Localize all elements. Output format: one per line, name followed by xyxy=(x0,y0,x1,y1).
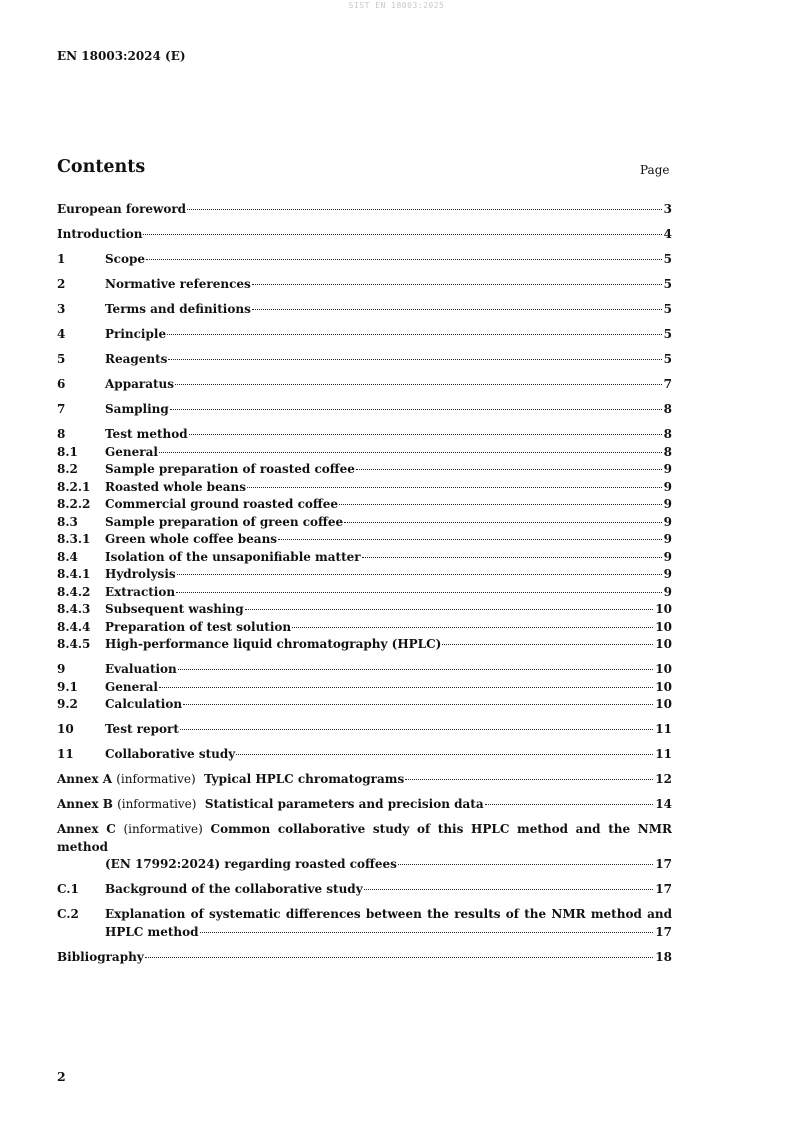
toc-entry-number: 8.4.2 xyxy=(57,584,91,599)
watermark: SIST EN 18003:2025 xyxy=(348,1,445,10)
toc-entry-page: 10 xyxy=(655,619,672,634)
toc-entry-title: Green whole coffee beans xyxy=(105,532,278,546)
toc-entry-page: 17 xyxy=(655,857,672,871)
toc-entry-title: High-performance liquid chromatography (HPLC) xyxy=(105,637,442,651)
toc-entry-title: European foreword xyxy=(57,202,187,216)
toc-entry-number: 9.2 xyxy=(57,697,78,711)
toc-entry-isolation-unsaponifiable[interactable] xyxy=(57,549,672,567)
toc-leader-dots xyxy=(398,864,653,865)
toc-leader-dots xyxy=(187,209,662,210)
toc-entry-page: 18 xyxy=(655,949,672,964)
toc-entry-test-report[interactable] xyxy=(57,721,672,739)
toc-entry-number: 8.4.3 xyxy=(57,602,91,616)
toc-leader-dots xyxy=(405,779,653,780)
toc-entry-page: 12 xyxy=(655,772,672,786)
annex-title: Statistical parameters and precision data xyxy=(204,797,484,811)
toc-entry-commercial-ground[interactable] xyxy=(57,496,672,514)
toc-entry-page: 17 xyxy=(655,924,672,939)
toc-entry-sampling[interactable] xyxy=(57,401,672,419)
annex-type: (informative) xyxy=(123,822,203,836)
toc-entry-page: 4 xyxy=(663,227,672,241)
toc-entry-title: Scope xyxy=(105,252,146,266)
toc-entry-number: 8.3 xyxy=(57,514,78,529)
toc-entry-number: 10 xyxy=(57,722,74,736)
toc-entry-title: General xyxy=(105,679,158,694)
toc-entry-title: Principle xyxy=(105,327,167,341)
toc-entry-page: 5 xyxy=(663,302,672,316)
toc-entry-title: Hydrolysis xyxy=(105,567,176,581)
toc-entry-number: 5 xyxy=(57,352,66,366)
toc-entry-page: 3 xyxy=(663,202,672,216)
toc-entry-page: 17 xyxy=(655,882,672,896)
toc-entry-number: 8.4.4 xyxy=(57,619,91,634)
c2-line-1 xyxy=(57,906,672,924)
toc-entry-collaborative-study[interactable] xyxy=(57,746,672,764)
toc-entry-page: 9 xyxy=(663,497,672,511)
toc-entry-page: 14 xyxy=(655,797,672,811)
toc-entry-page: 5 xyxy=(663,352,672,366)
toc-entry-number: 9 xyxy=(57,662,66,676)
toc-leader-dots xyxy=(146,259,662,260)
toc-entry-title: Sample preparation of green coffee xyxy=(105,514,344,529)
toc-entry-page: 10 xyxy=(655,602,672,616)
toc-entry-title: Roasted whole beans xyxy=(105,479,246,494)
toc-entry-roasted-whole-beans[interactable] xyxy=(57,479,672,497)
toc-entry-evaluation-general[interactable] xyxy=(57,679,672,697)
toc-leader-dots xyxy=(159,452,662,453)
toc-entry-bibliography[interactable] xyxy=(57,949,672,967)
toc-entry-title-continued: HPLC method xyxy=(105,924,199,939)
toc-entry-page: 9 xyxy=(663,514,672,529)
toc-leader-dots xyxy=(252,309,662,310)
toc-leader-dots xyxy=(159,687,653,688)
toc-entry-title: Explanation of systematic differences between the results of the NMR method and xyxy=(105,907,672,921)
toc-leader-dots xyxy=(247,487,662,488)
toc-entry-title: Terms and definitions xyxy=(105,302,251,316)
toc-entry-page: 5 xyxy=(663,252,672,266)
toc-entry-page: 10 xyxy=(655,662,672,676)
toc-entry-title xyxy=(57,821,672,856)
toc-leader-dots xyxy=(177,574,662,575)
toc-entry-title: Extraction xyxy=(105,584,176,599)
annex-type: (informative) xyxy=(116,772,196,786)
toc-entry-page: 9 xyxy=(663,584,672,599)
toc-entry-page: 8 xyxy=(663,444,672,459)
toc-leader-dots xyxy=(442,644,653,645)
toc-entry-number: 8.4.1 xyxy=(57,567,91,581)
toc-entry-evaluation[interactable] xyxy=(57,661,672,679)
toc-entry-page: 8 xyxy=(663,427,672,441)
toc-entry-annex-c[interactable] xyxy=(57,821,672,874)
toc-entry-subsequent-washing[interactable] xyxy=(57,601,672,619)
toc-entry-annex-b[interactable] xyxy=(57,796,672,814)
toc-entry-title: Introduction xyxy=(57,227,143,241)
toc-entry-general[interactable] xyxy=(57,444,672,462)
toc-leader-dots xyxy=(356,469,662,470)
annex-label: Annex A xyxy=(57,772,113,786)
toc-entry-page: 8 xyxy=(663,402,672,416)
toc-entry-title: Test report xyxy=(105,722,179,736)
toc-entry-page: 9 xyxy=(663,549,672,564)
toc-entry-title: Preparation of test solution xyxy=(105,619,292,634)
table-of-contents xyxy=(57,201,672,966)
toc-entry-number: 8.2.2 xyxy=(57,497,91,511)
toc-leader-dots xyxy=(292,627,653,628)
annex-title: Typical HPLC chromatograms xyxy=(204,772,405,786)
toc-entry-number: 8.2.1 xyxy=(57,479,91,494)
toc-entry-extraction[interactable] xyxy=(57,584,672,602)
toc-entry-introduction[interactable] xyxy=(57,226,672,244)
toc-entry-title: Bibliography xyxy=(57,949,144,964)
toc-entry-title: Commercial ground roasted coffee xyxy=(105,497,339,511)
toc-entry-page: 11 xyxy=(655,722,672,736)
annex-c-line-1 xyxy=(57,821,672,856)
toc-entry-european-foreword[interactable] xyxy=(57,201,672,219)
toc-entry-number: 9.1 xyxy=(57,679,78,694)
toc-entry-c1[interactable] xyxy=(57,881,672,899)
toc-entry-number: 8 xyxy=(57,427,66,441)
toc-entry-apparatus[interactable] xyxy=(57,376,672,394)
toc-entry-preparation-test-solution[interactable] xyxy=(57,619,672,637)
toc-entry-title xyxy=(57,771,404,789)
toc-entry-title: Evaluation xyxy=(105,662,177,676)
toc-leader-dots xyxy=(344,522,661,523)
toc-entry-title: General xyxy=(105,444,158,459)
toc-entry-page: 9 xyxy=(663,532,672,546)
toc-leader-dots xyxy=(167,334,662,335)
toc-leader-dots xyxy=(339,504,662,505)
toc-entry-page: 9 xyxy=(663,479,672,494)
toc-entry-title: Subsequent washing xyxy=(105,602,244,616)
toc-entry-page: 10 xyxy=(655,637,672,651)
c2-line-2 xyxy=(57,924,672,942)
toc-entry-number: 6 xyxy=(57,377,66,391)
toc-entry-title: Sample preparation of roasted coffee xyxy=(105,462,355,476)
toc-entry-page: 9 xyxy=(663,567,672,581)
page-column-label: Page xyxy=(640,163,670,177)
toc-entry-annex-a[interactable] xyxy=(57,771,672,789)
document-id: EN 18003:2024 (E) xyxy=(57,49,186,63)
toc-leader-dots xyxy=(236,754,653,755)
toc-entry-number: 2 xyxy=(57,277,66,291)
toc-leader-dots xyxy=(252,284,662,285)
annex-label: Annex B xyxy=(57,797,113,811)
toc-entry-page: 11 xyxy=(655,747,672,761)
toc-entry-number: 1 xyxy=(57,252,66,266)
toc-entry-c2[interactable] xyxy=(57,906,672,941)
toc-leader-dots xyxy=(145,957,654,958)
toc-entry-number: 8.4 xyxy=(57,549,78,564)
toc-entry-scope[interactable] xyxy=(57,251,672,269)
toc-entry-page: 5 xyxy=(663,277,672,291)
toc-leader-dots xyxy=(178,669,654,670)
toc-leader-dots xyxy=(170,409,662,410)
annex-title: Common collaborative study of this HPLC method and the NMR method xyxy=(57,822,673,854)
toc-entry-number: 8.2 xyxy=(57,462,78,476)
toc-entry-title: Isolation of the unsaponifiable matter xyxy=(105,549,361,564)
toc-entry-page: 7 xyxy=(663,377,672,391)
toc-entry-normative-references[interactable] xyxy=(57,276,672,294)
toc-leader-dots xyxy=(189,434,662,435)
toc-leader-dots xyxy=(175,384,662,385)
toc-entry-sample-prep-roasted[interactable] xyxy=(57,461,672,479)
toc-entry-title: Apparatus xyxy=(105,377,174,391)
toc-leader-dots xyxy=(176,592,662,593)
toc-leader-dots xyxy=(183,704,653,705)
toc-entry-number: 8.3.1 xyxy=(57,532,91,546)
toc-entry-title: Reagents xyxy=(105,352,168,366)
toc-leader-dots xyxy=(485,804,654,805)
toc-leader-dots xyxy=(278,539,662,540)
annex-type: (informative) xyxy=(117,797,197,811)
toc-entry-title: Test method xyxy=(105,427,188,441)
toc-entry-number: 11 xyxy=(57,747,74,761)
toc-leader-dots xyxy=(168,359,661,360)
toc-entry-hplc[interactable] xyxy=(57,636,672,654)
annex-c-line-2 xyxy=(57,856,672,874)
toc-entry-title: Background of the collaborative study xyxy=(105,882,363,896)
toc-entry-principle[interactable] xyxy=(57,326,672,344)
toc-entry-title: Collaborative study xyxy=(105,747,236,761)
toc-entry-title: Sampling xyxy=(105,402,169,416)
toc-entry-number: 8.4.5 xyxy=(57,637,91,651)
toc-entry-green-whole-beans[interactable] xyxy=(57,531,672,549)
toc-entry-terms-and-definitions[interactable] xyxy=(57,301,672,319)
toc-entry-test-method[interactable] xyxy=(57,426,672,444)
toc-entry-sample-prep-green[interactable] xyxy=(57,514,672,532)
annex-title-continued: (EN 17992:2024) regarding roasted coffees xyxy=(105,857,397,871)
toc-entry-hydrolysis[interactable] xyxy=(57,566,672,584)
toc-leader-dots xyxy=(364,889,654,890)
toc-entry-title: Calculation xyxy=(105,697,183,711)
toc-entry-title xyxy=(57,796,484,814)
toc-entry-number: C.1 xyxy=(57,882,79,896)
toc-entry-number: 4 xyxy=(57,327,66,341)
toc-entry-page: 10 xyxy=(655,679,672,694)
toc-leader-dots xyxy=(200,932,654,933)
toc-entry-page: 5 xyxy=(663,327,672,341)
toc-entry-page: 9 xyxy=(663,462,672,476)
toc-entry-title: Normative references xyxy=(105,277,251,291)
page-number: 2 xyxy=(57,1069,66,1084)
toc-leader-dots xyxy=(180,729,653,730)
toc-leader-dots xyxy=(362,557,662,558)
toc-entry-number: 3 xyxy=(57,302,66,316)
toc-entry-number: 8.1 xyxy=(57,444,78,459)
toc-entry-number: 7 xyxy=(57,402,66,416)
toc-entry-page: 10 xyxy=(655,697,672,711)
toc-entry-calculation[interactable] xyxy=(57,696,672,714)
toc-entry-number: C.2 xyxy=(57,907,79,921)
toc-leader-dots xyxy=(245,609,654,610)
annex-label: Annex C xyxy=(57,822,116,836)
contents-heading: Contents xyxy=(57,157,146,177)
toc-entry-reagents[interactable] xyxy=(57,351,672,369)
toc-leader-dots xyxy=(143,234,661,235)
